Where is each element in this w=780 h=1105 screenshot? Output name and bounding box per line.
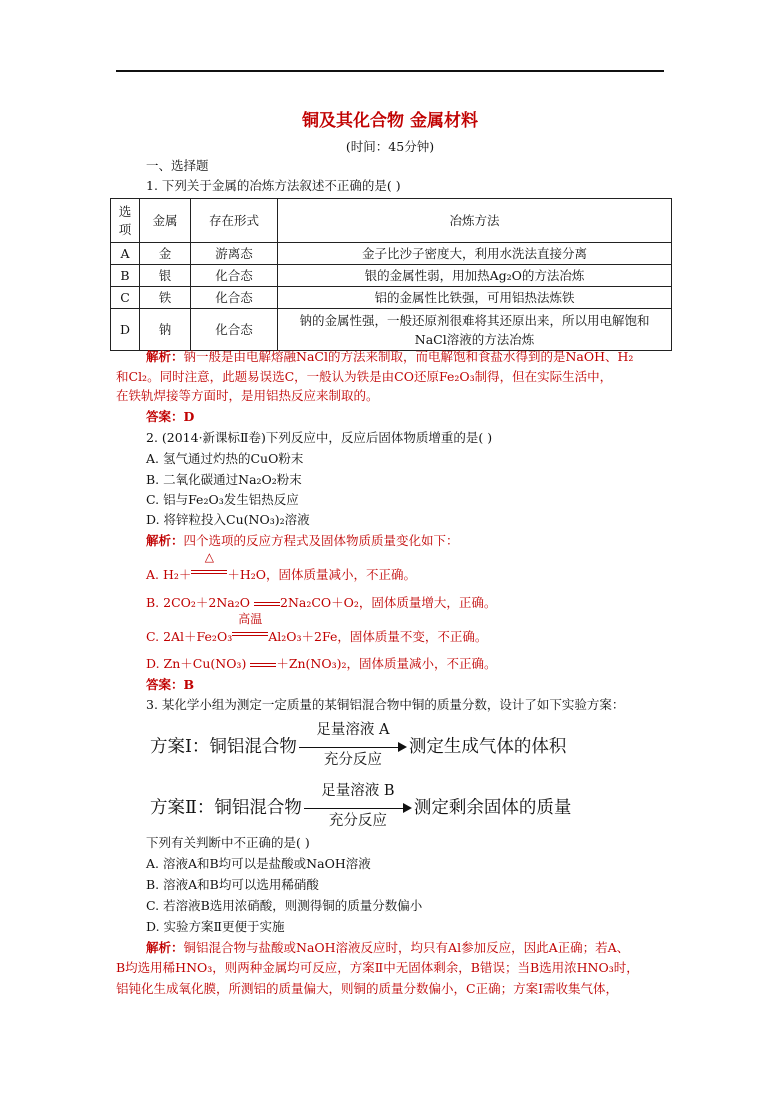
q1-answer: 答案：D <box>146 409 195 424</box>
analysis-label: 解析： <box>146 533 184 548</box>
analysis-label: 解析： <box>146 349 184 364</box>
table-cell: B <box>111 265 140 287</box>
table-cell: 铁 <box>140 287 191 309</box>
q2-eq-c: C. 2Al＋Fe₂O₃ 高温 Al₂O₃＋2Fe，固体质量不变，不正确。 <box>146 612 488 644</box>
equation-condition: △ <box>191 565 227 579</box>
table-cell: 铝的金属性比铁强，可用铝热法炼铁 <box>278 287 672 309</box>
q3-analysis-line-1: 解析：铜铝混合物与盐酸或NaOH溶液反应时，均只有Al参加反应，因此A正确；若A、 <box>146 940 630 955</box>
q2-option-c: C. 铝与Fe₂O₃发生铝热反应 <box>146 492 299 507</box>
table-cell: 金子比沙子密度大，利用水洗法直接分离 <box>278 243 672 265</box>
table-cell: 化合态 <box>191 309 278 351</box>
table-header-cell: 存在形式 <box>191 199 278 243</box>
q1-stem: 1. 下列关于金属的冶炼方法叙述不正确的是( ) <box>146 178 401 193</box>
q2-option-a: A. 氢气通过灼热的CuO粉末 <box>146 451 304 466</box>
top-rule <box>116 70 664 72</box>
analysis-label: 解析： <box>146 940 184 955</box>
table-cell: A <box>111 243 140 265</box>
table-cell: 游离态 <box>191 243 278 265</box>
reaction-arrow: 足量溶液 A 充分反应 <box>299 738 407 758</box>
table-header-cell: 金属 <box>140 199 191 243</box>
q2-eq-b: B. 2CO₂＋2Na₂O 2Na₂CO＋O₂，固体质量增大，正确。 <box>146 595 497 610</box>
table-row <box>111 309 672 351</box>
q1-analysis-line-3: 在铁轨焊接等方面时，是用铝热反应来制取的。 <box>116 388 379 403</box>
table-cell: D <box>111 309 140 351</box>
page-title: 铜及其化合物 金属材料 <box>302 111 478 131</box>
table-cell: 钠 <box>140 309 191 351</box>
q3-option-a: A. 溶液A和B均可以是盐酸或NaOH溶液 <box>146 856 371 871</box>
table-row <box>111 287 672 309</box>
table-cell: 化合态 <box>191 287 278 309</box>
q2-analysis-intro: 解析：四个选项的反应方程式及固体物质质量变化如下： <box>146 533 459 548</box>
section-heading: 一、选择题 <box>146 158 209 173</box>
table-cell: C <box>111 287 140 309</box>
q1-table <box>110 198 672 351</box>
q2-eq-d: D. Zn＋Cu(NO₃) ＋Zn(NO₃)₂，固体质量减小，不正确。 <box>146 656 497 671</box>
q2-option-b: B. 二氧化碳通过Na₂O₂粉末 <box>146 472 302 487</box>
table-header-row <box>111 199 672 243</box>
table-cell: 化合态 <box>191 265 278 287</box>
reaction-arrow: 足量溶液 B 充分反应 <box>304 799 412 819</box>
q3-stem: 3. 某化学小组为测定一定质量的某铜铝混合物中铜的质量分数，设计了如下实验方案： <box>146 697 625 712</box>
time-limit: (时间：45分钟) <box>345 139 435 154</box>
q3-analysis-line-3: 铝钝化生成氧化膜，所测铝的质量偏大，则铜的质量分数偏小，C正确；方案Ⅰ需收集气体， <box>116 981 619 996</box>
q3-option-d: D. 实验方案Ⅱ更便于实施 <box>146 919 285 934</box>
q1-analysis-line-2: 和Cl₂。同时注意，此题易误选C，一般认为铁是由CO还原Fe₂O₃制得，但在实际生活中， <box>116 369 613 384</box>
equation-equals <box>254 597 280 607</box>
table-row <box>111 265 672 287</box>
q3-option-b: B. 溶液A和B均可以选用稀硝酸 <box>146 877 319 892</box>
q1-analysis-line-1: 解析：钠一般是由电解熔融NaCl的方法来制取，而电解饱和食盐水得到的是NaOH、H₂ <box>146 349 634 364</box>
table-cell: 银的金属性弱，用加热Ag₂O的方法冶炼 <box>278 265 672 287</box>
scheme-2: 方案Ⅱ：铜铝混合物 足量溶液 B 充分反应 测定剩余固体的质量 <box>150 782 572 829</box>
table-cell: 银 <box>140 265 191 287</box>
table-header-cell: 选项 <box>111 199 140 243</box>
q2-answer: 答案：B <box>146 677 195 692</box>
table-cell: 钠的金属性强，一般还原剂很难将其还原出来，所以用电解饱和NaCl溶液的方法冶炼 <box>278 309 672 351</box>
equation-equals <box>250 658 276 668</box>
table-cell: 金 <box>140 243 191 265</box>
q2-option-d: D. 将锌粒投入Cu(NO₃)₂溶液 <box>146 512 310 527</box>
q3-option-c: C. 若溶液B选用浓硝酸，则测得铜的质量分数偏小 <box>146 898 423 913</box>
table-header-cell: 冶炼方法 <box>278 199 672 243</box>
q3-question: 下列有关判断中不正确的是( ) <box>146 835 310 850</box>
scheme-1: 方案Ⅰ：铜铝混合物 足量溶液 A 充分反应 测定生成气体的体积 <box>150 721 567 768</box>
q2-eq-a: A. H₂＋ △ ＋H₂O，固体质量减小，不正确。 <box>146 550 417 582</box>
equation-condition: 高温 <box>232 627 268 641</box>
q2-stem: 2. (2014·新课标Ⅱ卷)下列反应中，反应后固体物质增重的是( ) <box>146 430 493 445</box>
table-row <box>111 243 672 265</box>
q3-analysis-line-2: B均选用稀HNO₃，则两种金属均可反应，方案Ⅱ中无固体剩余，B错误；当B选用浓HNO₃时， <box>116 960 639 975</box>
